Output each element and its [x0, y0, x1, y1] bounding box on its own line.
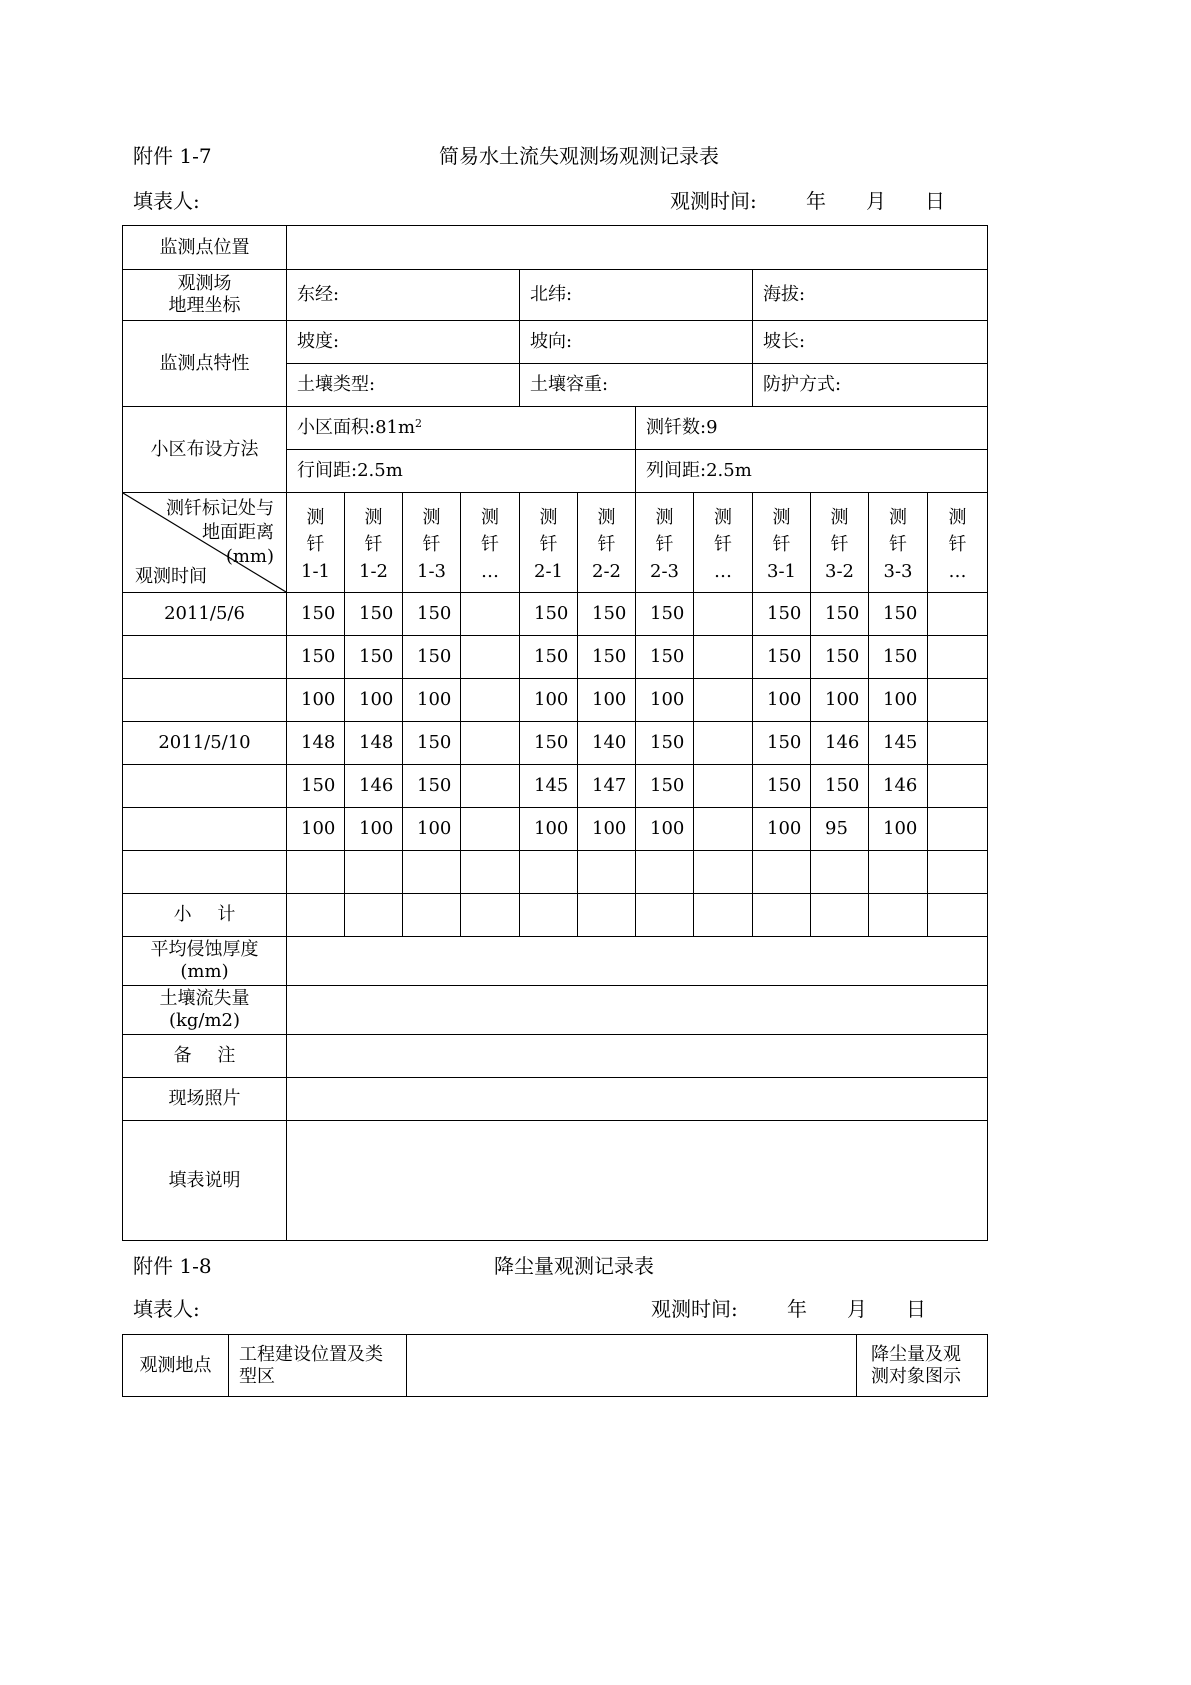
measurement-rows	[123, 593, 988, 894]
measurement-cell[interactable]	[461, 636, 520, 679]
instructions-field[interactable]	[287, 1121, 988, 1241]
site-features-label: 监测点特性	[123, 321, 287, 407]
measurement-cell[interactable]: 150	[753, 722, 811, 765]
measurement-cell[interactable]: 100	[753, 808, 811, 851]
measurement-cell[interactable]: 150	[636, 765, 694, 808]
measurement-cell[interactable]	[636, 851, 694, 894]
pin-header: 测 钎 3-1	[753, 493, 811, 593]
measurement-cell[interactable]	[461, 808, 520, 851]
measurement-cell[interactable]: 100	[287, 808, 345, 851]
project-location-line2: 型区	[239, 1365, 275, 1387]
row-spacing-field[interactable]: 行间距:2.5m	[287, 450, 636, 493]
protection-method-field[interactable]: 防护方式:	[753, 364, 988, 407]
measurement-cell[interactable]: 100	[520, 679, 578, 722]
subtotal-cell[interactable]	[578, 894, 636, 937]
date-cell[interactable]	[123, 636, 287, 679]
avg-erosion-field[interactable]	[287, 937, 988, 986]
dust-diagram-line2: 测对象图示	[871, 1365, 961, 1387]
measurement-cell[interactable]	[694, 636, 753, 679]
measurement-cell[interactable]	[811, 851, 869, 894]
subtotal-cell[interactable]	[811, 894, 869, 937]
soil-loss-field[interactable]	[287, 986, 988, 1035]
subtotal-cell[interactable]	[345, 894, 403, 937]
measurement-cell[interactable]	[287, 851, 345, 894]
geo-coord-label	[123, 270, 287, 321]
measurement-cell[interactable]	[694, 722, 753, 765]
date-cell[interactable]	[123, 679, 287, 722]
measurement-cell[interactable]: 100	[287, 679, 345, 722]
measurement-cell[interactable]	[461, 593, 520, 636]
soil-loss-label	[123, 986, 287, 1035]
avg-erosion-line1: 平均侵蚀厚度	[150, 939, 259, 961]
soil-loss-line1: 土壤流失量	[159, 988, 250, 1010]
pin-header: 测 钎 …	[694, 493, 753, 593]
diagonal-header-cell	[123, 493, 287, 593]
pin-header: 测 钎 2-3	[636, 493, 694, 593]
measurement-cell[interactable]	[461, 851, 520, 894]
col-spacing-field[interactable]: 列间距:2.5m	[636, 450, 988, 493]
measurement-cell[interactable]: 145	[520, 765, 578, 808]
measurement-cell[interactable]: 150	[811, 593, 869, 636]
measurement-cell[interactable]: 100	[636, 808, 694, 851]
measurement-row	[123, 593, 988, 636]
measurement-cell[interactable]	[928, 851, 988, 894]
measurement-cell[interactable]: 150	[520, 636, 578, 679]
annex2-year-label: 年	[787, 1297, 807, 1321]
instructions-label: 填表说明	[123, 1121, 287, 1241]
measurement-cell[interactable]	[694, 679, 753, 722]
obs-time-label: 观测时间:	[670, 189, 757, 213]
annex2-filler-label: 填表人:	[133, 1297, 200, 1321]
slope-length-field[interactable]: 坡长:	[753, 321, 988, 364]
soil-loss-line2: (kg/m2)	[168, 1010, 241, 1031]
measurement-cell[interactable]: 150	[403, 765, 461, 808]
remarks-label: 备 注	[123, 1035, 287, 1078]
measurement-cell[interactable]: 100	[753, 679, 811, 722]
measurement-row	[123, 851, 988, 894]
annex2-title: 降尘量观测记录表	[494, 1254, 654, 1278]
measurement-cell[interactable]: 146	[811, 722, 869, 765]
subtotal-cell[interactable]	[403, 894, 461, 937]
site-location-label: 监测点位置	[123, 226, 287, 270]
measurement-cell[interactable]: 150	[636, 722, 694, 765]
subtotal-label: 小 计	[123, 894, 287, 937]
diagonal-bottom-text: 观测时间	[135, 566, 207, 588]
measurement-cell[interactable]: 150	[403, 593, 461, 636]
measurement-row	[123, 765, 988, 808]
form-title: 简易水土流失观测场观测记录表	[439, 144, 719, 168]
measurement-cell[interactable]: 150	[869, 636, 928, 679]
plot-area-text: 小区面积:81m	[297, 417, 416, 439]
measurement-cell[interactable]: 150	[345, 593, 403, 636]
annex2-month-label: 月	[847, 1297, 867, 1321]
measurement-cell[interactable]	[928, 636, 988, 679]
measurement-cell[interactable]: 100	[403, 808, 461, 851]
measurement-cell[interactable]: 150	[287, 765, 345, 808]
obs-site-label: 观测地点	[123, 1335, 229, 1397]
month-label: 月	[866, 189, 886, 213]
measurement-cell[interactable]: 146	[345, 765, 403, 808]
remarks-field[interactable]	[287, 1035, 988, 1078]
measurement-cell[interactable]: 150	[287, 593, 345, 636]
measurement-cell[interactable]: 150	[578, 636, 636, 679]
measurement-cell[interactable]: 147	[578, 765, 636, 808]
measurement-row	[123, 636, 988, 679]
measurement-cell[interactable]	[928, 593, 988, 636]
annex2-obs-time-label: 观测时间:	[651, 1297, 738, 1321]
pin-header: 测 钎 3-2	[811, 493, 869, 593]
day-label: 日	[925, 189, 945, 213]
project-location-field[interactable]	[407, 1335, 857, 1397]
subtotal-cell[interactable]	[694, 894, 753, 937]
measurement-cell[interactable]: 100	[345, 679, 403, 722]
avg-erosion-label	[123, 937, 287, 986]
site-location-field[interactable]	[287, 226, 988, 270]
measurement-cell[interactable]: 150	[869, 593, 928, 636]
pin-header: 测 钎 3-3	[869, 493, 928, 593]
measurement-cell[interactable]: 100	[811, 679, 869, 722]
dust-record-table	[122, 1334, 988, 1397]
project-location-label	[229, 1335, 407, 1397]
measurement-cell[interactable]: 100	[578, 679, 636, 722]
dust-diagram-label	[857, 1335, 988, 1397]
measurement-cell[interactable]	[520, 851, 578, 894]
geo-coord-line2: 地理坐标	[168, 295, 241, 316]
measurement-cell[interactable]	[869, 851, 928, 894]
date-cell[interactable]	[123, 851, 287, 894]
east-longitude-field[interactable]: 东经:	[287, 270, 520, 321]
measurement-cell[interactable]: 150	[403, 722, 461, 765]
measurement-cell[interactable]	[694, 808, 753, 851]
date-cell[interactable]: 2011/5/6	[123, 593, 287, 636]
measurement-cell[interactable]: 150	[520, 722, 578, 765]
subtotal-cell[interactable]	[869, 894, 928, 937]
north-latitude-field[interactable]: 北纬:	[520, 270, 753, 321]
measurement-cell[interactable]: 145	[869, 722, 928, 765]
measurement-cell[interactable]: 150	[578, 593, 636, 636]
pin-header-row	[123, 493, 988, 593]
measurement-cell[interactable]: 150	[753, 636, 811, 679]
pin-header: 测 钎 …	[461, 493, 520, 593]
subtotal-cell[interactable]	[928, 894, 988, 937]
measurement-cell[interactable]: 150	[345, 636, 403, 679]
measurement-cell[interactable]	[928, 808, 988, 851]
measurement-cell[interactable]	[461, 679, 520, 722]
measurement-row	[123, 808, 988, 851]
photos-label: 现场照片	[123, 1078, 287, 1121]
measurement-cell[interactable]: 100	[578, 808, 636, 851]
date-cell[interactable]	[123, 808, 287, 851]
measurement-cell[interactable]	[461, 722, 520, 765]
measurement-cell[interactable]	[928, 679, 988, 722]
measurement-cell[interactable]	[694, 765, 753, 808]
measurement-cell[interactable]	[694, 851, 753, 894]
soil-type-field[interactable]: 土壤类型:	[287, 364, 520, 407]
measurement-cell[interactable]	[928, 722, 988, 765]
measurement-cell[interactable]: 100	[869, 679, 928, 722]
dust-diagram-line1: 降尘量及观	[871, 1343, 961, 1365]
measurement-cell[interactable]: 100	[403, 679, 461, 722]
measurement-cell[interactable]	[461, 765, 520, 808]
filler-label: 填表人:	[133, 189, 200, 213]
pin-header: 测 钎 1-3	[403, 493, 461, 593]
diagonal-top-text	[166, 497, 274, 569]
measurement-cell[interactable]	[753, 851, 811, 894]
measurement-cell[interactable]: 150	[636, 593, 694, 636]
subtotal-row	[123, 894, 988, 937]
measurement-cell[interactable]: 148	[287, 722, 345, 765]
measurement-cell[interactable]: 100	[636, 679, 694, 722]
aspect-field[interactable]: 坡向:	[520, 321, 753, 364]
project-location-line1: 工程建设位置及类	[239, 1343, 383, 1365]
pin-header: 测 钎 …	[928, 493, 988, 593]
measurement-cell[interactable]	[694, 593, 753, 636]
layout-method-label: 小区布设方法	[123, 407, 287, 493]
measurement-cell[interactable]: 150	[753, 593, 811, 636]
measurement-row	[123, 679, 988, 722]
measurement-cell[interactable]: 150	[753, 765, 811, 808]
date-cell[interactable]	[123, 765, 287, 808]
slope-field[interactable]: 坡度:	[287, 321, 520, 364]
measurement-cell[interactable]	[578, 851, 636, 894]
subtotal-cell[interactable]	[287, 894, 345, 937]
measurement-cell[interactable]: 150	[636, 636, 694, 679]
measurement-cell[interactable]	[403, 851, 461, 894]
erosion-record-table	[122, 225, 988, 1241]
pin-header: 测 钎 1-1	[287, 493, 345, 593]
geo-coord-line1: 观测场	[177, 273, 232, 295]
measurement-cell[interactable]: 100	[345, 808, 403, 851]
measurement-cell[interactable]	[928, 765, 988, 808]
measurement-cell[interactable]: 146	[869, 765, 928, 808]
subtotal-cell[interactable]	[753, 894, 811, 937]
subtotal-cell[interactable]	[520, 894, 578, 937]
measurement-cell[interactable]: 150	[520, 593, 578, 636]
measurement-cell[interactable]: 100	[520, 808, 578, 851]
pin-header: 测 钎 1-2	[345, 493, 403, 593]
measurement-cell[interactable]: 148	[345, 722, 403, 765]
annex2-label: 附件 1-8	[133, 1254, 212, 1278]
avg-erosion-line2: (mm)	[180, 961, 229, 982]
annex-label: 附件 1-7	[133, 144, 212, 168]
subtotal-cell[interactable]	[461, 894, 520, 937]
soil-bulk-density-field[interactable]: 土壤容重:	[520, 364, 753, 407]
measurement-row	[123, 722, 988, 765]
date-cell[interactable]: 2011/5/10	[123, 722, 287, 765]
measurement-cell[interactable]: 95	[811, 808, 869, 851]
diagonal-top-line3: (mm)	[225, 546, 274, 567]
plot-area-field[interactable]	[287, 407, 636, 450]
photos-field[interactable]	[287, 1078, 988, 1121]
measurement-cell[interactable]: 150	[287, 636, 345, 679]
measurement-cell[interactable]: 100	[869, 808, 928, 851]
pin-header: 测 钎 2-1	[520, 493, 578, 593]
altitude-field[interactable]: 海拔:	[753, 270, 988, 321]
measurement-cell[interactable]: 150	[811, 765, 869, 808]
year-label: 年	[806, 189, 826, 213]
subtotal-cell[interactable]	[636, 894, 694, 937]
diagonal-top-line1: 测钎标记处与	[166, 498, 274, 519]
pin-count-field[interactable]: 测钎数:9	[636, 407, 988, 450]
diagonal-top-line2: 地面距离	[202, 522, 274, 543]
measurement-cell[interactable]: 140	[578, 722, 636, 765]
measurement-cell[interactable]	[345, 851, 403, 894]
pin-header: 测 钎 2-2	[578, 493, 636, 593]
measurement-cell[interactable]: 150	[403, 636, 461, 679]
measurement-cell[interactable]: 150	[811, 636, 869, 679]
plot-area-sup: 2	[415, 417, 423, 431]
annex2-day-label: 日	[906, 1297, 926, 1321]
